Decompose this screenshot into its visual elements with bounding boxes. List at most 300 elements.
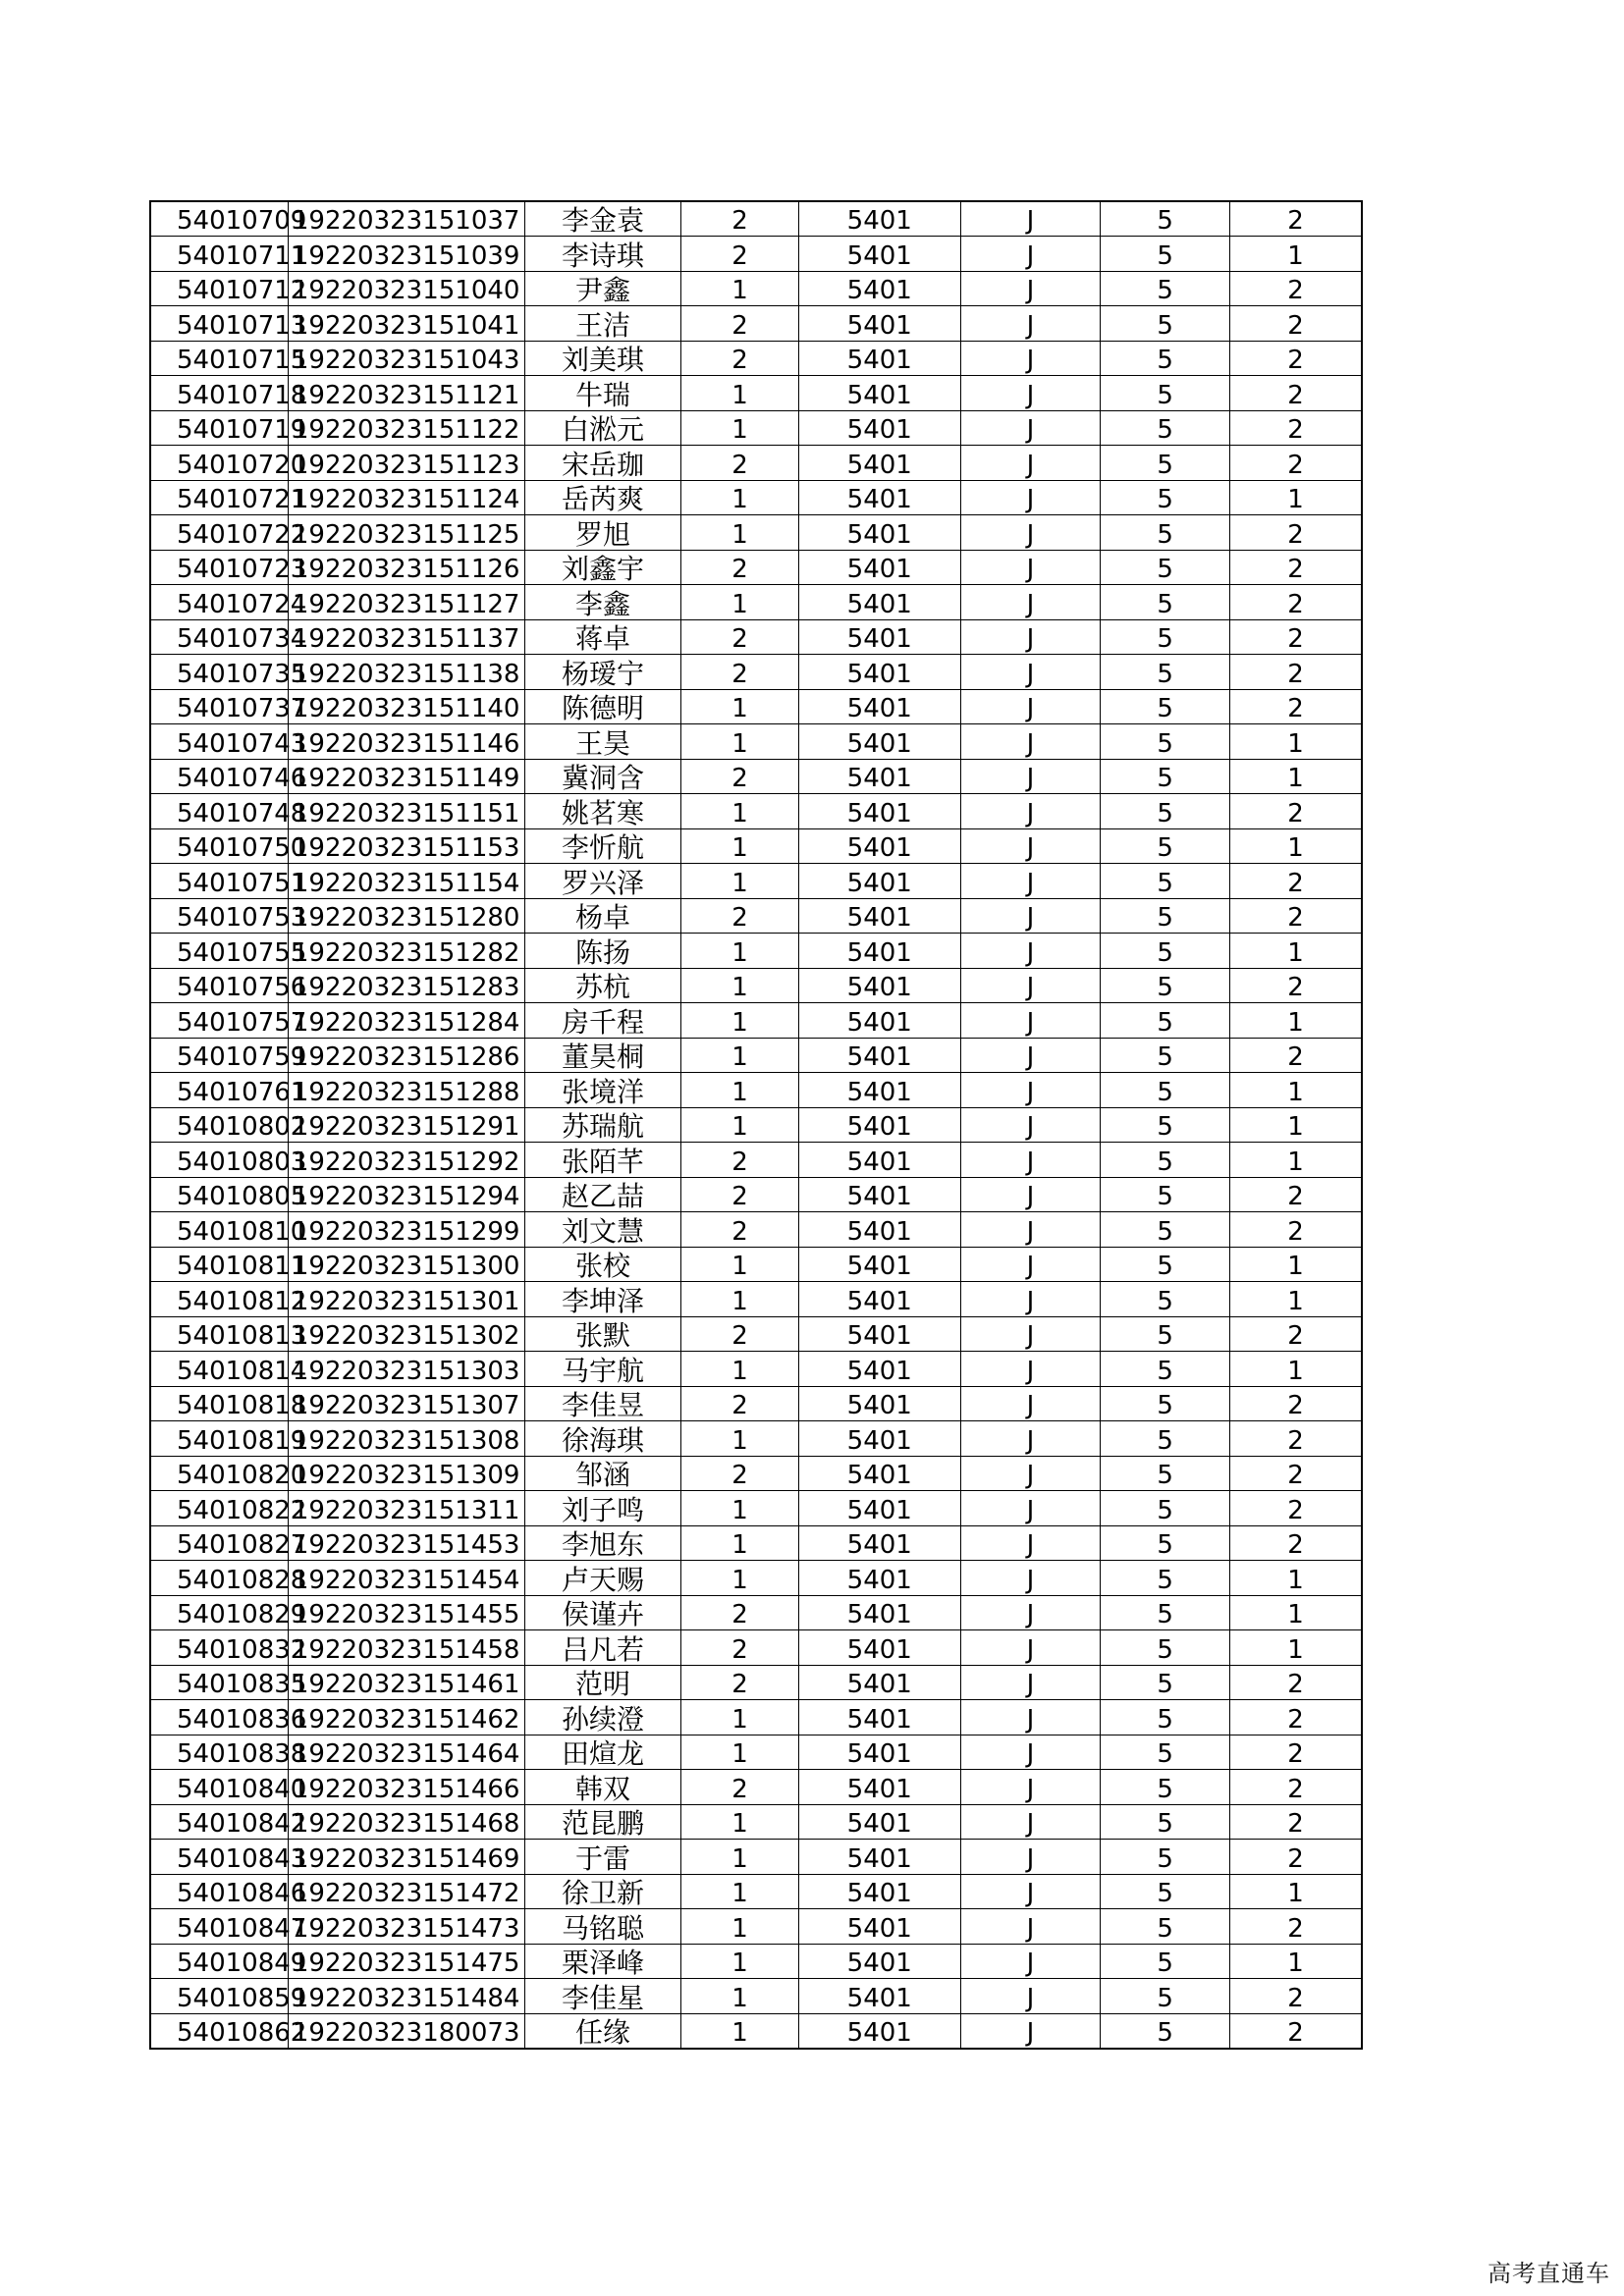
id-number-cell: 19220323151302 (288, 1316, 524, 1352)
result-code-cell: 2 (1230, 376, 1362, 411)
school-code-cell: 5401 (798, 1874, 960, 1909)
exam-number-cell: 54010846 (150, 1874, 288, 1909)
exam-number-cell: 54010820 (150, 1456, 288, 1491)
result-code-cell: 2 (1230, 1316, 1362, 1352)
result-code-cell: 2 (1230, 1038, 1362, 1073)
result-code-cell: 2 (1230, 1212, 1362, 1248)
table-row (150, 794, 1362, 829)
gender-code-cell: 2 (681, 1456, 799, 1491)
table-row (150, 1386, 1362, 1421)
table-row (150, 1630, 1362, 1666)
table-row (150, 1770, 1362, 1805)
school-code-cell: 5401 (798, 271, 960, 306)
gender-code-cell: 1 (681, 1909, 799, 1945)
gender-code-cell: 1 (681, 1003, 799, 1039)
gender-code-cell: 2 (681, 619, 799, 655)
category-code-cell: J (960, 1212, 1100, 1248)
category-code-cell: J (960, 1630, 1100, 1666)
result-code-cell: 2 (1230, 1456, 1362, 1491)
category-code-cell: J (960, 1491, 1100, 1526)
student-name-cell: 李鑫 (524, 585, 680, 620)
gender-code-cell: 2 (681, 1595, 799, 1630)
category-code-cell: J (960, 794, 1100, 829)
student-name-cell: 李忻航 (524, 828, 680, 864)
exam-number-cell: 54010814 (150, 1352, 288, 1387)
gender-code-cell: 2 (681, 201, 799, 237)
level-code-cell: 5 (1101, 1595, 1230, 1630)
exam-number-cell: 54010735 (150, 655, 288, 690)
table-row (150, 1003, 1362, 1039)
school-code-cell: 5401 (798, 1456, 960, 1491)
category-code-cell: J (960, 1909, 1100, 1945)
result-code-cell: 1 (1230, 1944, 1362, 1979)
table-row (150, 1979, 1362, 2014)
school-code-cell: 5401 (798, 1735, 960, 1770)
exam-number-cell: 54010842 (150, 1804, 288, 1840)
level-code-cell: 5 (1101, 1352, 1230, 1387)
gender-code-cell: 1 (681, 1352, 799, 1387)
exam-number-cell: 54010746 (150, 759, 288, 794)
table-row (150, 619, 1362, 655)
result-code-cell: 2 (1230, 794, 1362, 829)
category-code-cell: J (960, 864, 1100, 899)
level-code-cell: 5 (1101, 341, 1230, 376)
category-code-cell: J (960, 619, 1100, 655)
table-row (150, 515, 1362, 551)
student-name-cell: 韩双 (524, 1770, 680, 1805)
id-number-cell: 19220323151280 (288, 898, 524, 934)
result-code-cell: 2 (1230, 550, 1362, 585)
category-code-cell: J (960, 655, 1100, 690)
result-code-cell: 2 (1230, 655, 1362, 690)
category-code-cell: J (960, 759, 1100, 794)
exam-number-cell: 54010802 (150, 1107, 288, 1143)
table-row (150, 1316, 1362, 1352)
level-code-cell: 5 (1101, 201, 1230, 237)
school-code-cell: 5401 (798, 515, 960, 551)
id-number-cell: 19220323151146 (288, 724, 524, 760)
level-code-cell: 5 (1101, 1630, 1230, 1666)
category-code-cell: J (960, 2013, 1100, 2049)
school-code-cell: 5401 (798, 1282, 960, 1317)
gender-code-cell: 1 (681, 1979, 799, 2014)
result-code-cell: 2 (1230, 2013, 1362, 2049)
level-code-cell: 5 (1101, 655, 1230, 690)
level-code-cell: 5 (1101, 864, 1230, 899)
level-code-cell: 5 (1101, 480, 1230, 515)
student-name-cell: 李佳昱 (524, 1386, 680, 1421)
table-row (150, 759, 1362, 794)
student-name-cell: 白淞元 (524, 410, 680, 446)
student-name-cell: 苏杭 (524, 968, 680, 1003)
result-code-cell: 1 (1230, 1561, 1362, 1596)
category-code-cell: J (960, 1247, 1100, 1282)
school-code-cell: 5401 (798, 1561, 960, 1596)
id-number-cell: 19220323151126 (288, 550, 524, 585)
student-name-cell: 范昆鹏 (524, 1804, 680, 1840)
exam-number-cell: 54010713 (150, 306, 288, 342)
category-code-cell: J (960, 1700, 1100, 1735)
student-name-cell: 张校 (524, 1247, 680, 1282)
category-code-cell: J (960, 515, 1100, 551)
category-code-cell: J (960, 201, 1100, 237)
table-row (150, 1909, 1362, 1945)
school-code-cell: 5401 (798, 341, 960, 376)
gender-code-cell: 2 (681, 655, 799, 690)
exam-number-cell: 54010847 (150, 1909, 288, 1945)
level-code-cell: 5 (1101, 1177, 1230, 1212)
level-code-cell: 5 (1101, 1909, 1230, 1945)
table-row (150, 341, 1362, 376)
id-number-cell: 19220323151303 (288, 1352, 524, 1387)
gender-code-cell: 2 (681, 306, 799, 342)
watermark-text: 高考直通车 (1488, 2260, 1610, 2287)
school-code-cell: 5401 (798, 1352, 960, 1387)
school-code-cell: 5401 (798, 1630, 960, 1666)
result-code-cell: 2 (1230, 1840, 1362, 1875)
id-number-cell: 19220323151125 (288, 515, 524, 551)
table-row (150, 1700, 1362, 1735)
result-code-cell: 2 (1230, 619, 1362, 655)
id-number-cell: 19220323151284 (288, 1003, 524, 1039)
id-number-cell: 19220323151137 (288, 619, 524, 655)
gender-code-cell: 2 (681, 1665, 799, 1700)
gender-code-cell: 1 (681, 1944, 799, 1979)
exam-number-cell: 54010818 (150, 1386, 288, 1421)
exam-number-cell: 54010711 (150, 237, 288, 272)
exam-number-cell: 54010723 (150, 550, 288, 585)
id-number-cell: 19220323151286 (288, 1038, 524, 1073)
student-name-cell: 杨瑷宁 (524, 655, 680, 690)
gender-code-cell: 2 (681, 1770, 799, 1805)
school-code-cell: 5401 (798, 1944, 960, 1979)
id-number-cell: 19220323151462 (288, 1700, 524, 1735)
student-name-cell: 田煊龙 (524, 1735, 680, 1770)
student-name-cell: 罗旭 (524, 515, 680, 551)
result-code-cell: 1 (1230, 1003, 1362, 1039)
gender-code-cell: 2 (681, 1177, 799, 1212)
student-name-cell: 徐海琪 (524, 1421, 680, 1457)
level-code-cell: 5 (1101, 1073, 1230, 1108)
table-row (150, 2013, 1362, 2049)
category-code-cell: J (960, 828, 1100, 864)
table-row (150, 1595, 1362, 1630)
exam-number-cell: 54010819 (150, 1421, 288, 1457)
exam-number-cell: 54010718 (150, 376, 288, 411)
result-code-cell: 1 (1230, 934, 1362, 969)
level-code-cell: 5 (1101, 828, 1230, 864)
result-code-cell: 2 (1230, 585, 1362, 620)
category-code-cell: J (960, 898, 1100, 934)
gender-code-cell: 1 (681, 1525, 799, 1561)
student-name-cell: 杨卓 (524, 898, 680, 934)
student-name-cell: 赵乙喆 (524, 1177, 680, 1212)
school-code-cell: 5401 (798, 1979, 960, 2014)
student-name-cell: 孙续澄 (524, 1700, 680, 1735)
category-code-cell: J (960, 1561, 1100, 1596)
gender-code-cell: 1 (681, 271, 799, 306)
table-row (150, 898, 1362, 934)
student-name-cell: 于雷 (524, 1840, 680, 1875)
result-code-cell: 2 (1230, 1491, 1362, 1526)
student-name-cell: 陈扬 (524, 934, 680, 969)
result-code-cell: 2 (1230, 1700, 1362, 1735)
id-number-cell: 19220323151472 (288, 1874, 524, 1909)
gender-code-cell: 2 (681, 898, 799, 934)
category-code-cell: J (960, 1352, 1100, 1387)
level-code-cell: 5 (1101, 1282, 1230, 1317)
exam-number-cell: 54010835 (150, 1665, 288, 1700)
gender-code-cell: 1 (681, 2013, 799, 2049)
level-code-cell: 5 (1101, 1944, 1230, 1979)
exam-number-cell: 54010827 (150, 1525, 288, 1561)
category-code-cell: J (960, 1177, 1100, 1212)
category-code-cell: J (960, 271, 1100, 306)
exam-number-cell: 54010751 (150, 864, 288, 899)
table-row (150, 1421, 1362, 1457)
result-code-cell: 1 (1230, 1352, 1362, 1387)
exam-number-cell: 54010803 (150, 1143, 288, 1178)
level-code-cell: 5 (1101, 376, 1230, 411)
id-number-cell: 19220323151464 (288, 1735, 524, 1770)
level-code-cell: 5 (1101, 1874, 1230, 1909)
category-code-cell: J (960, 1979, 1100, 2014)
id-number-cell: 19220323151468 (288, 1804, 524, 1840)
school-code-cell: 5401 (798, 968, 960, 1003)
exam-number-cell: 54010709 (150, 201, 288, 237)
student-name-cell: 李金袁 (524, 201, 680, 237)
gender-code-cell: 1 (681, 1491, 799, 1526)
school-code-cell: 5401 (798, 1700, 960, 1735)
table-row (150, 550, 1362, 585)
id-number-cell: 19220323151140 (288, 689, 524, 724)
result-code-cell: 2 (1230, 1177, 1362, 1212)
id-number-cell: 19220323151153 (288, 828, 524, 864)
id-number-cell: 19220323151127 (288, 585, 524, 620)
gender-code-cell: 1 (681, 828, 799, 864)
table-row (150, 1874, 1362, 1909)
exam-number-cell: 54010810 (150, 1212, 288, 1248)
id-number-cell: 19220323151288 (288, 1073, 524, 1108)
category-code-cell: J (960, 1525, 1100, 1561)
school-code-cell: 5401 (798, 2013, 960, 2049)
student-name-cell: 侯谨卉 (524, 1595, 680, 1630)
table-row (150, 1665, 1362, 1700)
student-name-cell: 马铭聪 (524, 1909, 680, 1945)
result-code-cell: 1 (1230, 1143, 1362, 1178)
gender-code-cell: 1 (681, 864, 799, 899)
category-code-cell: J (960, 480, 1100, 515)
gender-code-cell: 1 (681, 968, 799, 1003)
level-code-cell: 5 (1101, 759, 1230, 794)
category-code-cell: J (960, 1282, 1100, 1317)
id-number-cell: 19220323151041 (288, 306, 524, 342)
school-code-cell: 5401 (798, 689, 960, 724)
exam-number-cell: 54010813 (150, 1316, 288, 1352)
school-code-cell: 5401 (798, 828, 960, 864)
id-number-cell: 19220323151292 (288, 1143, 524, 1178)
school-code-cell: 5401 (798, 1595, 960, 1630)
id-number-cell: 19220323151309 (288, 1456, 524, 1491)
exam-number-cell: 54010757 (150, 1003, 288, 1039)
level-code-cell: 5 (1101, 934, 1230, 969)
table-row (150, 1456, 1362, 1491)
result-code-cell: 1 (1230, 1247, 1362, 1282)
exam-number-cell: 54010822 (150, 1491, 288, 1526)
result-code-cell: 1 (1230, 237, 1362, 272)
level-code-cell: 5 (1101, 1247, 1230, 1282)
school-code-cell: 5401 (798, 376, 960, 411)
student-name-cell: 范明 (524, 1665, 680, 1700)
exam-number-cell: 54010737 (150, 689, 288, 724)
category-code-cell: J (960, 1665, 1100, 1700)
level-code-cell: 5 (1101, 724, 1230, 760)
level-code-cell: 5 (1101, 1804, 1230, 1840)
level-code-cell: 5 (1101, 1212, 1230, 1248)
id-number-cell: 19220323151300 (288, 1247, 524, 1282)
level-code-cell: 5 (1101, 410, 1230, 446)
result-code-cell: 2 (1230, 1735, 1362, 1770)
table-row (150, 237, 1362, 272)
id-number-cell: 19220323151124 (288, 480, 524, 515)
category-code-cell: J (960, 1107, 1100, 1143)
id-number-cell: 19220323151475 (288, 1944, 524, 1979)
student-name-cell: 张默 (524, 1316, 680, 1352)
id-number-cell: 19220323151458 (288, 1630, 524, 1666)
id-number-cell: 19220323151037 (288, 201, 524, 237)
id-number-cell: 19220323151466 (288, 1770, 524, 1805)
result-code-cell: 2 (1230, 341, 1362, 376)
id-number-cell: 19220323151121 (288, 376, 524, 411)
gender-code-cell: 2 (681, 759, 799, 794)
result-code-cell: 2 (1230, 201, 1362, 237)
category-code-cell: J (960, 689, 1100, 724)
category-code-cell: J (960, 446, 1100, 481)
exam-number-cell: 54010753 (150, 898, 288, 934)
level-code-cell: 5 (1101, 1038, 1230, 1073)
id-number-cell: 19220323151308 (288, 1421, 524, 1457)
table-row (150, 376, 1362, 411)
table-row (150, 480, 1362, 515)
category-code-cell: J (960, 1944, 1100, 1979)
category-code-cell: J (960, 341, 1100, 376)
id-number-cell: 19220323151282 (288, 934, 524, 969)
exam-number-cell: 54010755 (150, 934, 288, 969)
id-number-cell: 19220323151149 (288, 759, 524, 794)
level-code-cell: 5 (1101, 306, 1230, 342)
exam-number-cell: 54010743 (150, 724, 288, 760)
exam-number-cell: 54010712 (150, 271, 288, 306)
score-table (149, 200, 1363, 2050)
school-code-cell: 5401 (798, 794, 960, 829)
id-number-cell: 19220323151151 (288, 794, 524, 829)
category-code-cell: J (960, 1840, 1100, 1875)
gender-code-cell: 2 (681, 237, 799, 272)
school-code-cell: 5401 (798, 550, 960, 585)
result-code-cell: 2 (1230, 1909, 1362, 1945)
table-row (150, 1352, 1362, 1387)
result-code-cell: 2 (1230, 1421, 1362, 1457)
category-code-cell: J (960, 1316, 1100, 1352)
student-name-cell: 苏瑞航 (524, 1107, 680, 1143)
result-code-cell: 2 (1230, 1525, 1362, 1561)
table-row (150, 585, 1362, 620)
category-code-cell: J (960, 1073, 1100, 1108)
level-code-cell: 5 (1101, 1107, 1230, 1143)
gender-code-cell: 1 (681, 689, 799, 724)
result-code-cell: 2 (1230, 306, 1362, 342)
category-code-cell: J (960, 1456, 1100, 1491)
gender-code-cell: 2 (681, 1143, 799, 1178)
category-code-cell: J (960, 376, 1100, 411)
school-code-cell: 5401 (798, 724, 960, 760)
category-code-cell: J (960, 724, 1100, 760)
school-code-cell: 5401 (798, 1491, 960, 1526)
table-row (150, 201, 1362, 237)
level-code-cell: 5 (1101, 585, 1230, 620)
exam-number-cell: 54010734 (150, 619, 288, 655)
gender-code-cell: 1 (681, 1247, 799, 1282)
school-code-cell: 5401 (798, 1525, 960, 1561)
exam-number-cell: 54010862 (150, 2013, 288, 2049)
exam-number-cell: 54010849 (150, 1944, 288, 1979)
school-code-cell: 5401 (798, 759, 960, 794)
table-row (150, 1944, 1362, 1979)
category-code-cell: J (960, 1595, 1100, 1630)
gender-code-cell: 1 (681, 480, 799, 515)
exam-number-cell: 54010812 (150, 1282, 288, 1317)
student-name-cell: 董昊桐 (524, 1038, 680, 1073)
table-row (150, 1107, 1362, 1143)
student-name-cell: 吕凡若 (524, 1630, 680, 1666)
id-number-cell: 19220323151291 (288, 1107, 524, 1143)
exam-number-cell: 54010748 (150, 794, 288, 829)
student-name-cell: 刘鑫宇 (524, 550, 680, 585)
level-code-cell: 5 (1101, 1456, 1230, 1491)
level-code-cell: 5 (1101, 515, 1230, 551)
level-code-cell: 5 (1101, 968, 1230, 1003)
table-row (150, 1525, 1362, 1561)
result-code-cell: 1 (1230, 724, 1362, 760)
school-code-cell: 5401 (798, 1107, 960, 1143)
id-number-cell: 19220323151473 (288, 1909, 524, 1945)
school-code-cell: 5401 (798, 201, 960, 237)
category-code-cell: J (960, 1735, 1100, 1770)
gender-code-cell: 2 (681, 1630, 799, 1666)
category-code-cell: J (960, 585, 1100, 620)
school-code-cell: 5401 (798, 1316, 960, 1352)
category-code-cell: J (960, 968, 1100, 1003)
table-row (150, 655, 1362, 690)
school-code-cell: 5401 (798, 410, 960, 446)
level-code-cell: 5 (1101, 794, 1230, 829)
exam-number-cell: 54010811 (150, 1247, 288, 1282)
result-code-cell: 1 (1230, 1282, 1362, 1317)
result-code-cell: 1 (1230, 1630, 1362, 1666)
result-code-cell: 1 (1230, 759, 1362, 794)
student-name-cell: 栗泽峰 (524, 1944, 680, 1979)
gender-code-cell: 1 (681, 1107, 799, 1143)
category-code-cell: J (960, 1386, 1100, 1421)
table-row (150, 1735, 1362, 1770)
category-code-cell: J (960, 1003, 1100, 1039)
gender-code-cell: 1 (681, 724, 799, 760)
exam-number-cell: 54010759 (150, 1038, 288, 1073)
category-code-cell: J (960, 1038, 1100, 1073)
student-name-cell: 冀洞含 (524, 759, 680, 794)
result-code-cell: 2 (1230, 410, 1362, 446)
exam-number-cell: 54010721 (150, 480, 288, 515)
